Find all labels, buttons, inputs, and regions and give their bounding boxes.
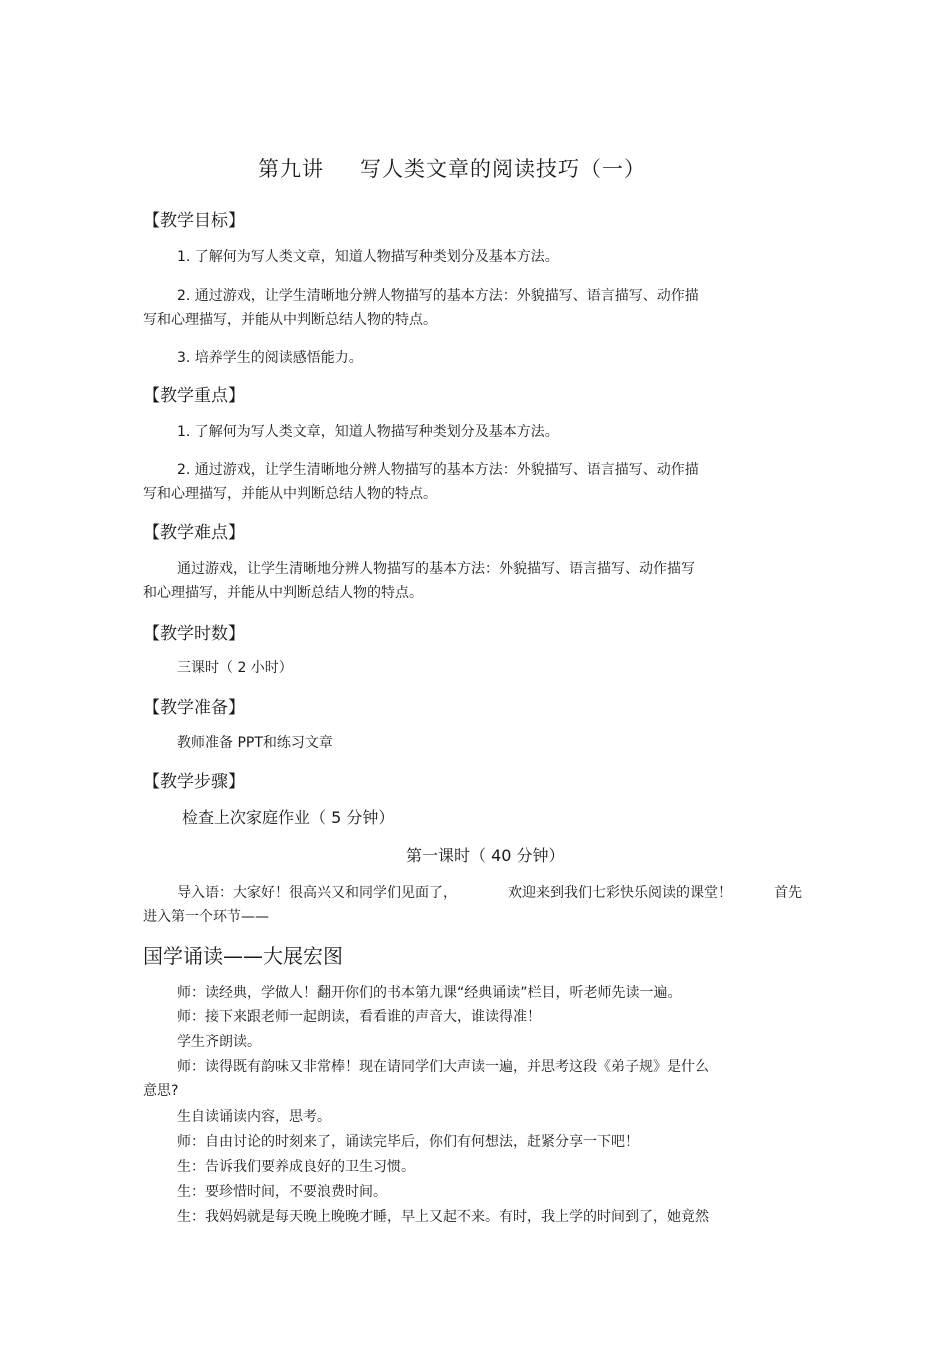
dialogue-line-4-cont: 意思?: [143, 1083, 179, 1099]
section-heading-prep: 【教学准备】: [143, 698, 245, 718]
key-item-2-line-1: 2. 通过游戏，让学生清晰地分辨人物描写的基本方法：外貌描写、语言描写、动作描: [177, 462, 699, 478]
section-heading-goals: 【教学目标】: [143, 211, 245, 231]
hours-text: 三课时（ 2 小时）: [177, 660, 293, 676]
goals-item-2-line-2: 写和心理描写，并能从中判断总结人物的特点。: [143, 312, 437, 328]
intro-line-2: 进入第一个环节——: [143, 909, 269, 925]
dialogue-line-7: 生：告诉我们要养成良好的卫生习惯。: [177, 1159, 415, 1175]
lesson-one-title: 第一课时（ 40 分钟）: [406, 846, 565, 865]
homework-check: 检查上次家庭作业（ 5 分钟）: [182, 808, 395, 827]
dialogue-line-3: 学生齐朗读。: [177, 1034, 261, 1050]
section-heading-difficult: 【教学难点】: [143, 523, 245, 543]
difficult-line-2: 和心理描写，并能从中判断总结人物的特点。: [143, 585, 423, 601]
section-heading-hours: 【教学时数】: [143, 624, 245, 644]
dialogue-line-5: 生自读诵读内容，思考。: [177, 1109, 331, 1125]
section-heading-key: 【教学重点】: [143, 386, 245, 406]
section-heading-steps: 【教学步骤】: [143, 772, 245, 792]
goals-item-2-line-1: 2. 通过游戏，让学生清晰地分辨人物描写的基本方法：外貌描写、语言描写、动作描: [177, 288, 699, 304]
dialogue-line-9: 生：我妈妈就是每天晚上晚晚才睡，早上又起不来。有时，我上学的时间到了，她竟然: [177, 1209, 709, 1225]
dialogue-line-1: 师：读经典，学做人！翻开你们的书本第九课“经典诵读”栏目，听老师先读一遍。: [177, 985, 682, 1001]
doc-title-lecture: 第九讲: [258, 157, 324, 181]
key-item-2-line-2: 写和心理描写，并能从中判断总结人物的特点。: [143, 486, 437, 502]
dialogue-line-6: 师：自由讨论的时刻来了，诵读完毕后，你们有何想法，赶紧分享一下吧！: [177, 1134, 639, 1150]
goals-item-3: 3. 培养学生的阅读感悟能力。: [177, 350, 363, 366]
doc-title-topic: 写人类文章的阅读技巧（一）: [360, 157, 646, 181]
subsection-title: 国学诵读——大展宏图: [143, 944, 343, 968]
intro-part-b: 欢迎来到我们七彩快乐阅读的课堂！: [508, 885, 732, 901]
prep-text: 教师准备 PPT和练习文章: [177, 735, 333, 751]
dialogue-line-4: 师：读得既有韵味又非常棒！现在请同学们大声读一遍，并思考这段《弟子规》是什么: [177, 1059, 709, 1075]
difficult-line-1: 通过游戏，让学生清晰地分辨人物描写的基本方法：外貌描写、语言描写、动作描写: [177, 561, 695, 577]
dialogue-line-8: 生：要珍惜时间，不要浪费时间。: [177, 1184, 387, 1200]
dialogue-line-2: 师：接下来跟老师一起朗读，看看谁的声音大，谁读得准！: [177, 1009, 541, 1025]
intro-part-a: 导入语：大家好！很高兴又和同学们见面了，: [177, 885, 457, 901]
key-item-1: 1. 了解何为写人类文章，知道人物描写种类划分及基本方法。: [177, 424, 559, 440]
intro-part-c: 首先: [774, 885, 802, 901]
goals-item-1: 1. 了解何为写人类文章，知道人物描写种类划分及基本方法。: [177, 249, 559, 265]
